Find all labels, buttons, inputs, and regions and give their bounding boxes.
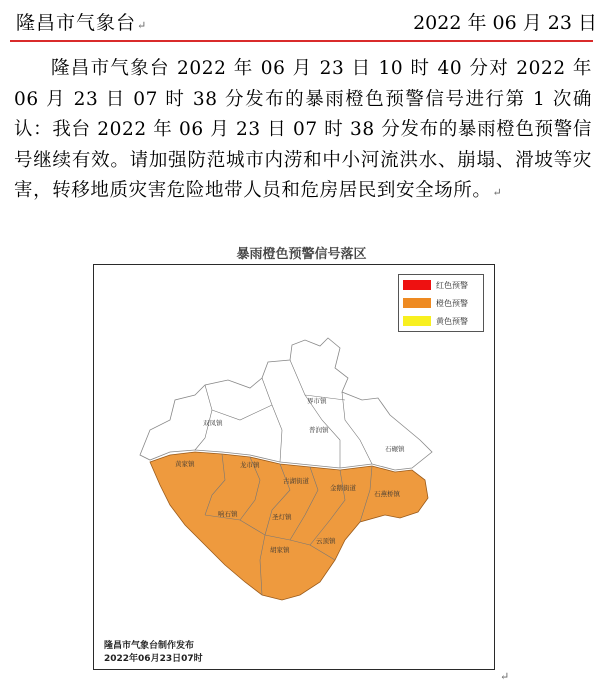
- town-label: 云顶镇: [316, 537, 336, 545]
- legend-item: 红色预警: [399, 277, 483, 293]
- header-org: 隆昌市气象台↵: [16, 12, 148, 34]
- legend-swatch-red: [403, 280, 431, 290]
- legend-item: 橙色预警: [399, 295, 483, 311]
- header-date: 2022 年 06 月 23 日: [413, 12, 597, 34]
- town-label: 黄家镇: [175, 460, 195, 468]
- town-label: 胡家镇: [270, 546, 290, 554]
- town-label: 龙市镇: [240, 461, 260, 469]
- town-label: 古湖街道: [283, 477, 309, 485]
- legend-swatch-yellow: [403, 316, 431, 326]
- town-label: 响石镇: [218, 510, 238, 518]
- map-title: 暴雨橙色预警信号落区: [236, 247, 367, 262]
- town-label: 金鹅街道: [330, 484, 356, 492]
- town-label: 圣灯镇: [272, 513, 292, 521]
- town-label: 界市镇: [307, 397, 327, 405]
- legend-item: 黄色预警: [399, 313, 483, 329]
- town-label: 双凤镇: [203, 419, 223, 427]
- town-label: 石燕桥镇: [374, 490, 400, 498]
- map-footer: [104, 640, 203, 666]
- warning-paragraph: 隆昌市气象台 2022 年 06 月 23 日 10 时 40 分对 2022 年 06 月 23 日 07 时 38 分发布的暴雨橙色预警信号进行第 1 次确认：我台 2022 年 06 月 23 日 07 时 38 分发布的暴雨橙色预警信号继续有效。请加强防范城市内涝和中小河流洪水、崩塌、滑坡等灾害，转移地质灾害危险地带人员和危房居民到安全场所。↵: [14, 58, 592, 201]
- paragraph-mark-icon: ↵: [500, 670, 510, 683]
- town-label: 石碾镇: [385, 445, 405, 453]
- map-publisher: 隆昌市气象台制作发布: [104, 641, 195, 651]
- town-label: 普润镇: [309, 426, 329, 434]
- map-warning-area: [150, 452, 428, 600]
- map-timestamp: 2022年06月23日07时: [104, 654, 203, 664]
- legend-swatch-orange: [403, 298, 431, 308]
- map-legend: [398, 274, 484, 332]
